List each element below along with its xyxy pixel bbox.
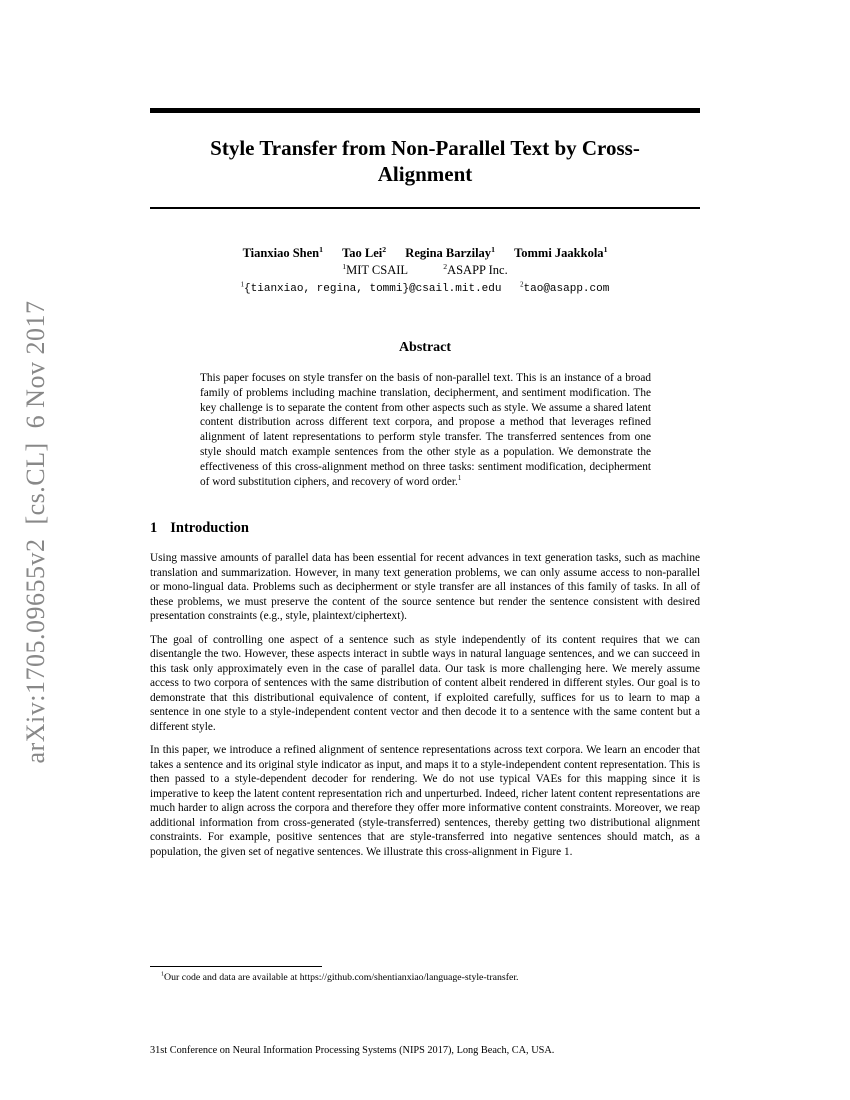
footnote-rule [150, 966, 322, 967]
intro-paragraph-3: In this paper, we introduce a refined alignment of sentence representations across text corpora. We learn an encoder that takes a sentence and its original style indicator as input, and maps it to a style-independent content representation. This is then passed to a style-dependent decoder for rendering. We do not use typical VAEs for this mapping since it is imperative to keep the latent content representation rich and unperturbed. Indeed, richer latent content representations are much harder to align across the corpora and therefore they offer more informative content constraints. Moreover, we reap additional information from cross-generated (style-transferred) sentences, thereby getting two distributional alignment constraints. For example, positive sentences that are style-transferred into negative sentences should match, as a population, the given set of negative sentences. We illustrate this cross-alignment in Figure 1. [150, 744, 700, 858]
abstract-text [200, 371, 651, 489]
section-heading [150, 519, 700, 537]
abstract-footnote-mark: 1 [457, 473, 462, 482]
section-number: 1 [150, 520, 158, 537]
footnote [150, 966, 700, 984]
affiliation-mark: 1 [342, 261, 347, 271]
email-address: {tianxiao, regina, tommi}@csail.mit.edu [244, 283, 502, 295]
author-name: Tianxiao Shen [242, 246, 320, 260]
email-mark: 2 [520, 281, 524, 289]
footnote-mark: 1 [161, 971, 165, 978]
arxiv-watermark: arXiv:1705.09655v2 [cs.CL] 6 Nov 2017 [21, 300, 50, 764]
affiliation-name: ASAPP Inc. [447, 263, 508, 277]
author-name: Regina Barzilay [405, 246, 492, 260]
affiliation [443, 263, 508, 277]
intro-paragraph-1: Using massive amounts of parallel data has been essential for recent advances in text generation tasks, such as machine translation and summarization. However, in many text generation problems, we can only assume access to non-parallel or mono-lingual data. Problems such as decipherment or style transfer are all instances of this family of tasks. In all of these problems, we must preserve the content of the source sentence but render the sentence consistent with desired presentation constraints (e.g., style, plaintext/ciphertext). [150, 552, 700, 623]
footnote-text [150, 971, 700, 984]
author [405, 246, 495, 260]
footnote-text-body: Our code and data are available at https://github.com/shentianxiao/language-style-transfer. [164, 972, 519, 983]
paper-title: Style Transfer from Non-Parallel Text by Cross-Alignment [210, 136, 640, 186]
email-mark: 1 [240, 281, 245, 289]
affiliation [342, 263, 408, 277]
conference-footer: 31st Conference on Neural Information Processing Systems (NIPS 2017), Long Beach, CA, USA. [150, 1045, 555, 1056]
author-affiliation-mark: 1 [491, 244, 495, 254]
email-list [150, 281, 700, 297]
author-affiliation-mark: 1 [603, 244, 608, 254]
affiliation-list [150, 262, 700, 278]
affiliation-mark: 2 [443, 261, 448, 271]
author [514, 246, 607, 260]
author [243, 246, 323, 260]
author [342, 246, 386, 260]
affiliation-name: MIT CSAIL [346, 263, 409, 277]
title-rule-top [150, 108, 700, 113]
abstract-text-body: This paper focuses on style transfer on the basis of non-parallel text. This is an instance of a broad family of problems including machine translation, decipherment, and sentiment modification. The key challenge is to separate the content from other aspects such as style. We assume a shared latent content distribution across different text corpora, and propose a method that leverages refined alignment of latent representations to perform style transfer. The transferred sentences from one style should match example sentences from the other style as a population. We demonstrate the effectiveness of this cross-alignment method on three tasks: sentiment modification, decipherment of word substitution ciphers, and recovery of word order. [200, 372, 651, 488]
intro-paragraph-2: The goal of controlling one aspect of a sentence such as style independently of its content requires that we can disentangle the two. However, these aspects interact in subtle ways in natural language sentences, and we can succeed in this task only approximately even in the case of parallel data. Our task is more challenging here. We merely assume access to two corpora of sentences with the same distribution of content albeit rendered in different styles. Our goal is to demonstrate that this distributional equivalence of content, if exploited carefully, suffices for us to learn to map a sentence in one style to a style-independent content vector and then decode it to a sentence with the same content but a different style. [150, 633, 700, 733]
author-list [150, 245, 700, 261]
author-name: Tao Lei [342, 246, 383, 260]
email [520, 283, 609, 295]
author-affiliation-mark: 2 [382, 244, 387, 254]
author-affiliation-mark: 1 [319, 244, 323, 254]
email-address: tao@asapp.com [523, 283, 610, 295]
paper-content [150, 0, 700, 859]
section-title: Introduction [170, 520, 249, 537]
abstract-heading: Abstract [398, 340, 452, 355]
author-name: Tommi Jaakkola [514, 246, 604, 260]
title-rule-bottom [150, 207, 700, 209]
email [241, 283, 502, 295]
